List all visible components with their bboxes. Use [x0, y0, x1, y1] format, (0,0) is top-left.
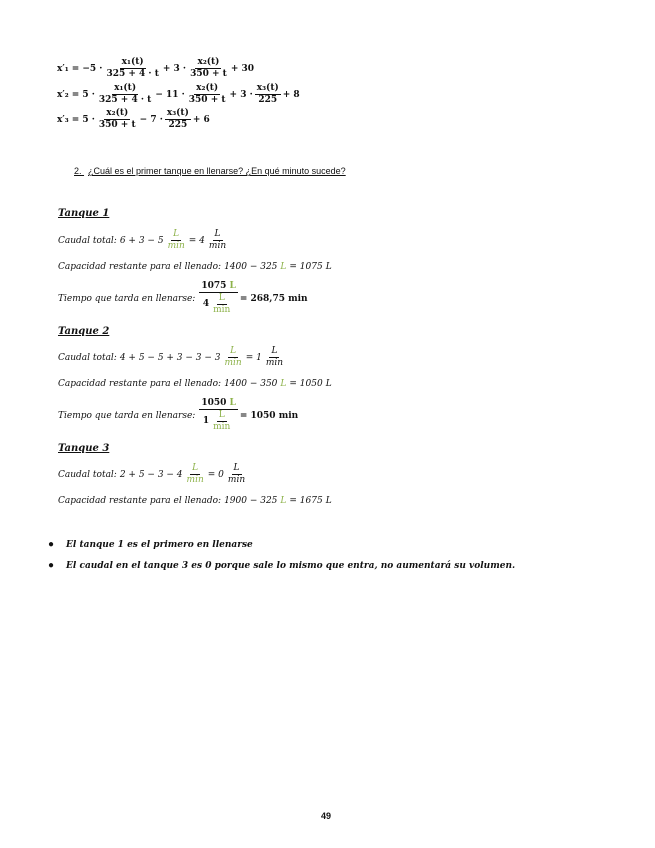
eq-term: + 30: [230, 63, 255, 74]
unit-fraction: $\frac{L}{\min}$: [265, 346, 284, 368]
page-number: 49: [321, 811, 332, 821]
conclusion-item: [48, 560, 515, 571]
fraction: $\frac{\text{x₃(t)}}{225}$: [166, 108, 189, 130]
tank2-capacity: Capacidad restante para el llenado: 1400 − 350 L = 1050 L: [58, 379, 332, 389]
eq-term: − 11 ·: [155, 89, 185, 100]
time-fraction: 1075 L 4 $\frac{L}{\min}$: [201, 281, 236, 315]
eq-term: = −5 ·: [71, 63, 103, 74]
tank3-title: Tanque 3: [58, 443, 110, 454]
fraction: $\frac{\text{x₁(t)}}{325 + 4 \cdot t}$: [98, 83, 152, 105]
bullet-icon: ●: [48, 560, 55, 571]
conclusion-text: El caudal en el tanque 3 es 0 porque sale lo mismo que entra, no aumentará su volumen.: [66, 560, 516, 571]
fraction: $\frac{\text{x₃(t)}}{225}$: [256, 83, 279, 105]
unit-fraction: $\frac{L}{\min}$: [227, 463, 246, 485]
question-heading: [74, 166, 346, 176]
eq-term: = 5 ·: [71, 89, 95, 100]
eq-term: = 5 ·: [71, 114, 95, 125]
fraction: $\frac{\text{x₂(t)}}{350 + t}$: [190, 57, 227, 79]
conclusion-item: [48, 539, 253, 550]
unit-fraction: $\frac{L}{\min}$: [208, 229, 227, 251]
eq-term: + 3 ·: [162, 63, 187, 74]
tank3-flow: Caudal total: 2 + 5 − 3 − 4 $\frac{L}{\min}$ = 0 $\frac{L}{\min}$: [58, 463, 246, 485]
tank2-time: Tiempo que tarda en llenarse: 1050 L 1 $\frac{L}{\min}$ = 1050 min: [58, 398, 299, 432]
tank3-capacity: Capacidad restante para el llenado: 1900 − 325 L = 1675 L: [58, 496, 332, 506]
question-text: ¿Cuál es el primer tanque en llenarse? ¿En qué minuto sucede?: [88, 166, 346, 176]
eq-term: − 7 ·: [139, 114, 163, 125]
eq-lhs: x′₂: [57, 89, 69, 100]
time-result: = 268,75 min: [239, 293, 308, 304]
unit-fraction: $\frac{L}{\min}$: [167, 229, 185, 251]
time-result: = 1050 min: [239, 410, 299, 421]
fraction: $\frac{\text{x₂(t)}}{350 + t}$: [188, 83, 226, 105]
tank1-capacity: Capacidad restante para el llenado: 1400 − 325 L = 1075 L: [58, 262, 332, 272]
tank2-title: Tanque 2: [58, 326, 110, 337]
fraction: $\frac{\text{x₂(t)}}{350 + t}$: [98, 108, 136, 130]
tank1-time: Tiempo que tarda en llenarse: 1075 L 4 $\frac{L}{\min}$ = 268,75 min: [58, 281, 308, 315]
equation-2: [57, 83, 300, 106]
fraction: $\frac{\text{x₁(t)}}{325 + 4 \cdot t}$: [106, 57, 159, 79]
unit-fraction: $\frac{L}{\min}$: [186, 463, 204, 485]
eq-lhs: x′₃: [57, 114, 69, 125]
unit-fraction: $\frac{L}{\min}$: [224, 346, 242, 368]
tank1-flow: Caudal total: 6 + 3 − 5 $\frac{L}{\min}$ = 4 $\frac{L}{\min}$: [58, 229, 227, 251]
conclusion-text: El tanque 1 es el primero en llenarse: [66, 539, 253, 550]
eq-term: + 8: [282, 89, 300, 100]
bullet-icon: ●: [48, 539, 55, 550]
eq-lhs: x′₁: [57, 63, 69, 74]
eq-term: + 6: [192, 114, 210, 125]
question-number: 2.: [74, 166, 82, 176]
time-fraction: 1050 L 1 $\frac{L}{\min}$: [201, 398, 236, 432]
equation-3: [57, 108, 210, 131]
tank2-flow: Caudal total: 4 + 5 − 5 + 3 − 3 − 3 $\frac{L}{\min}$ = 1 $\frac{L}{\min}$: [58, 346, 284, 368]
eq-term: + 3 ·: [229, 89, 253, 100]
tank1-title: Tanque 1: [58, 208, 110, 219]
equation-1: [57, 57, 254, 80]
